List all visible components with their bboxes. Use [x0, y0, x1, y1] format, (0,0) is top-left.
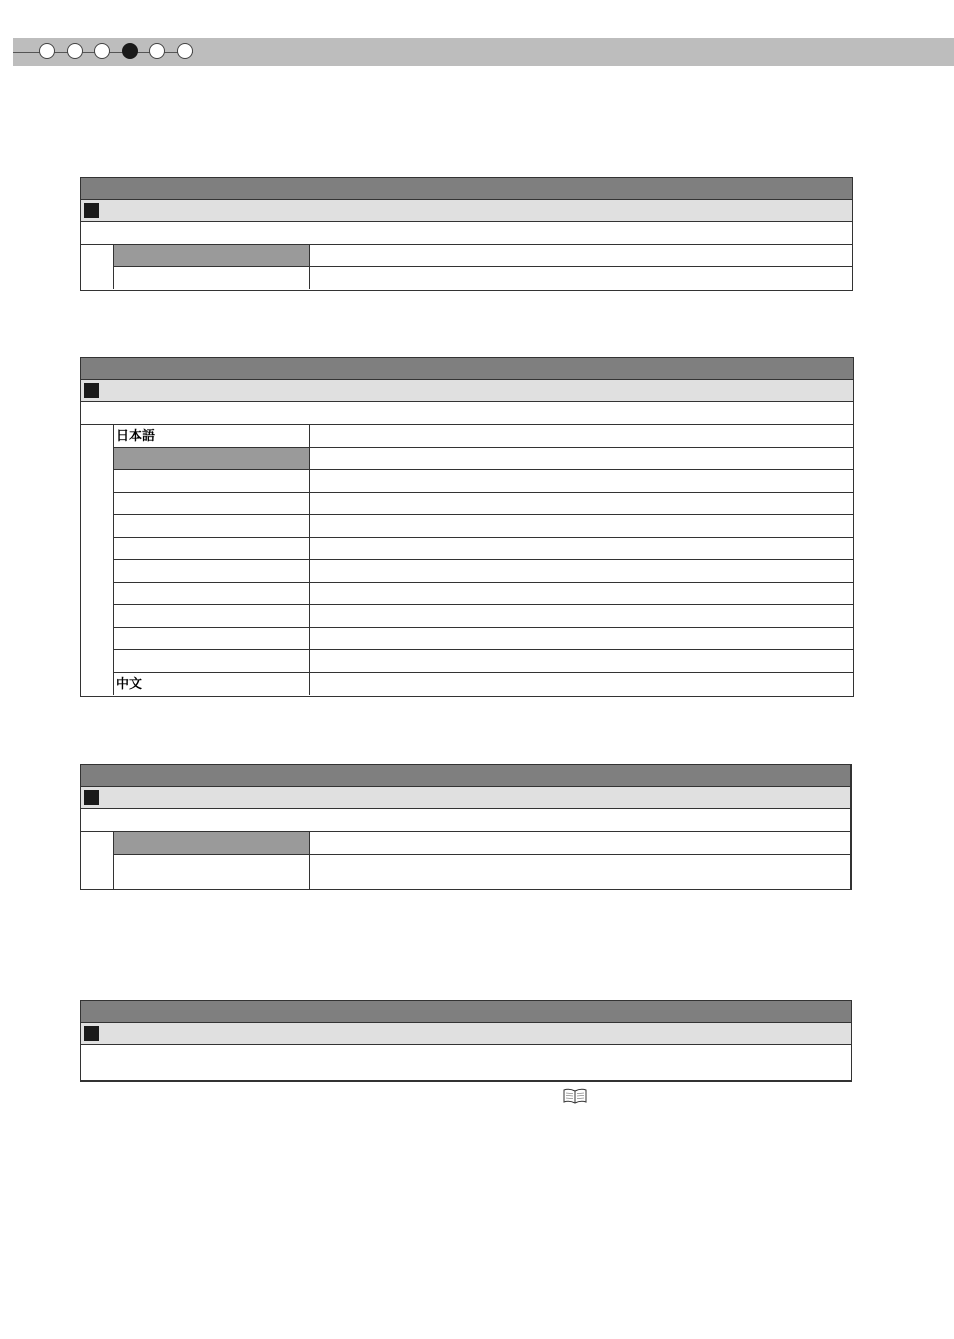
- language-row[interactable]: [113, 560, 853, 583]
- language-row[interactable]: [113, 538, 853, 560]
- nav-step-2-icon[interactable]: [67, 43, 83, 59]
- language-description: [310, 673, 853, 695]
- language-label: [114, 470, 310, 492]
- panel-description: [81, 1045, 851, 1079]
- option-description: [310, 267, 852, 289]
- language-table: [81, 425, 853, 695]
- panel-subheader: [81, 787, 850, 809]
- panel-header: [81, 178, 852, 200]
- nav-step-3-icon[interactable]: [94, 43, 110, 59]
- panel-description: [81, 222, 852, 245]
- language-description: [310, 560, 853, 582]
- option-description: [310, 832, 850, 854]
- panel-header: [81, 765, 850, 787]
- language-row[interactable]: [113, 493, 853, 515]
- language-row[interactable]: [113, 470, 853, 493]
- option-description: [310, 855, 850, 889]
- option-label: [114, 832, 310, 854]
- black-square-icon: [84, 383, 99, 398]
- language-description: [310, 538, 853, 559]
- panel-description: [81, 402, 853, 425]
- language-label: [114, 605, 310, 627]
- language-description: [310, 470, 853, 492]
- language-row[interactable]: [113, 515, 853, 538]
- language-label: [114, 628, 310, 649]
- option-label: [114, 267, 310, 289]
- settings-panel-3: [80, 764, 852, 890]
- open-book-icon[interactable]: [563, 1088, 587, 1104]
- settings-panel-1: [80, 177, 853, 291]
- language-description: [310, 515, 853, 537]
- panel-subheader: [81, 1023, 851, 1045]
- language-description: [310, 583, 853, 604]
- option-label: [114, 855, 310, 889]
- nav-step-4-active-icon[interactable]: [122, 43, 138, 59]
- panel-header: [81, 358, 853, 380]
- language-description: [310, 493, 853, 514]
- language-label: [114, 515, 310, 537]
- option-description: [310, 245, 852, 266]
- language-description: [310, 425, 853, 447]
- option-label: [114, 245, 310, 266]
- language-description: [310, 448, 853, 469]
- option-table: [81, 832, 850, 889]
- language-row-japanese[interactable]: [113, 425, 853, 448]
- language-description: [310, 628, 853, 649]
- nav-step-5-icon[interactable]: [149, 43, 165, 59]
- black-square-icon: [84, 203, 99, 218]
- language-label-selected: [114, 448, 310, 469]
- settings-panel-language: [80, 357, 854, 697]
- nav-step-1-icon[interactable]: [39, 43, 55, 59]
- language-row[interactable]: [113, 628, 853, 650]
- language-label: 中文: [114, 673, 310, 695]
- language-description: [310, 650, 853, 672]
- language-label: [114, 493, 310, 514]
- option-row[interactable]: [113, 267, 852, 289]
- settings-panel-4: [80, 1000, 852, 1082]
- panel-subheader: [81, 200, 852, 222]
- option-row[interactable]: [113, 832, 850, 855]
- option-row[interactable]: [113, 245, 852, 267]
- panel-subheader: [81, 380, 853, 402]
- language-row[interactable]: [113, 448, 853, 470]
- language-row[interactable]: [113, 605, 853, 628]
- nav-step-6-icon[interactable]: [177, 43, 193, 59]
- panel-header: [81, 1001, 851, 1023]
- option-row[interactable]: [113, 855, 850, 889]
- language-row[interactable]: [113, 650, 853, 673]
- language-label: [114, 583, 310, 604]
- panel-description: [81, 809, 850, 832]
- language-row[interactable]: [113, 583, 853, 605]
- language-row-chinese[interactable]: [113, 673, 853, 695]
- language-description: [310, 605, 853, 627]
- language-label: [114, 538, 310, 559]
- black-square-icon: [84, 1026, 99, 1041]
- black-square-icon: [84, 790, 99, 805]
- language-label: [114, 560, 310, 582]
- option-table: [81, 245, 852, 289]
- language-label: [114, 650, 310, 672]
- language-label: 日本語: [114, 425, 310, 447]
